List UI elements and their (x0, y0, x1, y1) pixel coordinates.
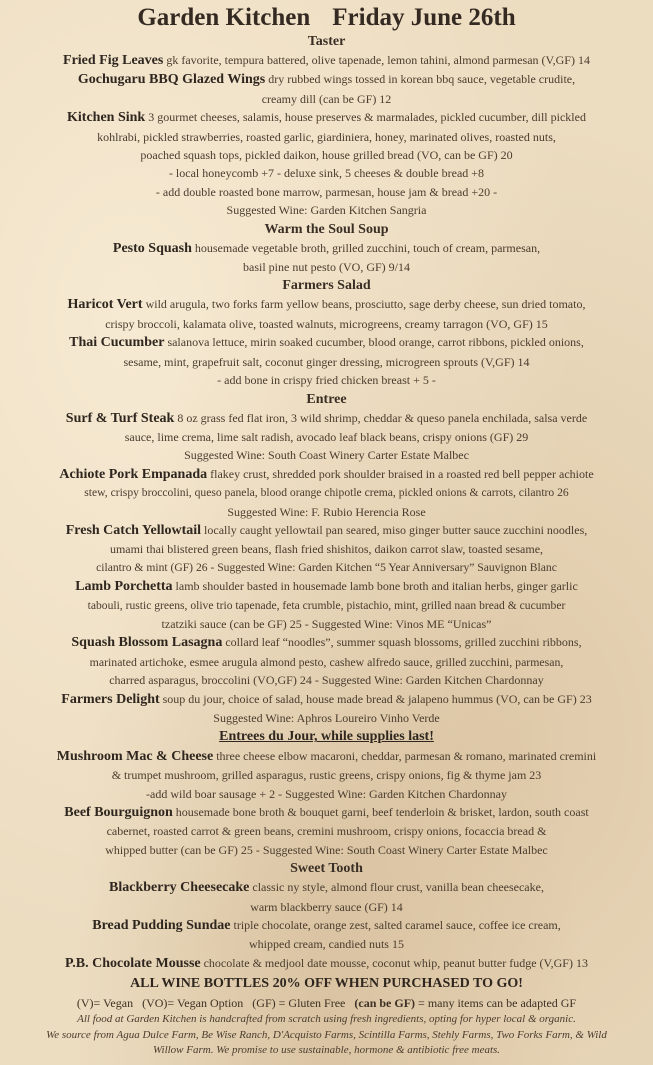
footer-line: Willow Farm. We promise to use sustainable, hormone & antibiotic free meats. (152, 1044, 501, 1057)
menu-item-thai-cucumber (4, 333, 649, 352)
item-desc: classic ny style, almond flour crust, vanilla bean cheesecake, (252, 880, 544, 895)
item-desc: flakey crust, shredded pork shoulder braised in a roasted red bell pepper achiote (210, 466, 594, 481)
item-name: Fresh Catch Yellowtail (65, 522, 202, 538)
item-desc: lamb shoulder basted in housemade lamb bone broth and italian herbs, ginger garlic (175, 579, 578, 594)
item-desc-line: whipped cream, candied nuts 15 (249, 937, 404, 952)
item-addon: - local honeycomb +7 - deluxe sink, 5 cheeses & double bread +8 (168, 166, 485, 181)
item-desc: locally caught yellowtail pan seared, miso ginger butter sauce zucchini noodles, (204, 522, 588, 537)
menu-item-kitchen-sink (4, 108, 649, 127)
menu-item-pesto-squash (4, 239, 649, 258)
item-desc-line: tabouli, rustic greens, olive trio tapenade, feta crumble, pistachio, mint, grilled naan bread & cucumber (87, 598, 566, 612)
section-heading-salad: Farmers Salad (282, 278, 371, 294)
menu-item-bread-pudding (4, 916, 649, 935)
item-desc-line: charred asparagus, broccolini (VO,GF) 24 - Suggested Wine: Garden Kitchen Chardonnay (109, 673, 544, 688)
legend-vegan-option: (VO)= Vegan Option (142, 996, 244, 1011)
menu-item-yellowtail (4, 521, 649, 540)
item-addon: - add bone in crispy fried chicken breast + 5 - (217, 373, 436, 388)
item-name: Lamb Porchetta (75, 579, 173, 595)
item-desc: wild arugula, two forks farm yellow beans, prosciutto, sage derby cheese, sun dried tomato, (145, 297, 586, 312)
item-desc-line: cabernet, roasted carrot & green beans, cremini mushroom, crispy onions, focaccia bread & (106, 824, 547, 839)
item-name: Kitchen Sink (67, 110, 146, 126)
item-addon: - add double roasted bone marrow, parmesan, house jam & bread +20 - (155, 184, 498, 199)
item-desc-line: marinated artichoke, esmee arugula almond pesto, cashew alfredo sauce, grilled zucchini, parmesan, (89, 654, 564, 669)
section-heading-entree: Entree (306, 391, 347, 407)
item-name: Achiote Pork Empanada (59, 466, 208, 482)
item-desc-line: creamy dill (can be GF) 12 (261, 91, 392, 106)
suggested-wine: Suggested Wine: Aphros Loureiro Vinho Verde (213, 711, 440, 725)
item-desc-line: sauce, lime crema, lime salt radish, avocado leaf black beans, crispy onions (GF) 29 (124, 429, 529, 444)
menu-title (4, 4, 649, 32)
item-desc-line: warm blackberry sauce (GF) 14 (250, 899, 403, 914)
item-desc: housemade vegetable broth, grilled zucchini, touch of cream, parmesan, (194, 240, 541, 255)
menu-item-cheesecake (4, 878, 649, 897)
item-desc: chocolate & medjool date mousse, coconut whip, peanut butter fudge (V,GF) 13 (203, 955, 588, 970)
item-desc-line: stew, crispy broccolini, queso panela, blood orange chipotle crema, pickled onions & carrots, cilantro 26 (84, 486, 569, 500)
suggested-wine: Suggested Wine: Garden Kitchen Sangria (226, 203, 427, 218)
menu-item-beef-bourguignon (4, 803, 649, 822)
legend-gluten-free: (GF) = Gluten Free (252, 996, 346, 1011)
item-desc-line: umami thai blistered green beans, flash fried shishitos, daikon carrot slaw, toasted sesame, (109, 542, 544, 557)
menu-item-chocolate-mousse (4, 954, 649, 973)
item-name: Gochugaru BBQ Glazed Wings (77, 72, 266, 88)
section-heading-taster: Taster (307, 34, 346, 49)
menu-item-pork-empanada (4, 465, 649, 484)
item-desc-line: kohlrabi, pickled strawberries, roasted garlic, giardiniera, honey, marinated olives, roasted nuts, (97, 129, 556, 144)
menu-item-surf-turf (4, 409, 649, 428)
item-desc-line: whipped butter (can be GF) 25 - Suggested Wine: South Coast Winery Carter Estate Malbec (105, 842, 548, 857)
item-desc: salanova lettuce, mirin soaked cucumber, blood orange, carrot ribbons, pickled onions, (167, 335, 584, 350)
wine-promo: ALL WINE BOTTLES 20% OFF WHEN PURCHASED TO GO! (130, 976, 523, 992)
section-heading-soup: Warm the Soul Soup (264, 221, 389, 237)
section-heading-du-jour: Entrees du Jour, while supplies last! (219, 729, 434, 745)
suggested-wine: Suggested Wine: F. Rubio Herencia Rose (227, 504, 426, 519)
item-name: Blackberry Cheesecake (109, 880, 250, 896)
dietary-legend (4, 994, 649, 1012)
item-name: Farmers Delight (61, 691, 160, 707)
item-desc-line: -add wild boar sausage + 2 - Suggested Wine: Garden Kitchen Chardonnay (146, 786, 507, 801)
item-desc: 3 gourmet cheeses, salamis, house preserves & marmalades, pickled cucumber, dill pickled (148, 110, 586, 125)
item-desc: three cheese elbow macaroni, cheddar, parmesan & romano, marinated cremini (216, 748, 597, 763)
item-name: Pesto Squash (112, 240, 192, 256)
item-desc-line: crispy broccoli, kalamata olive, toasted walnuts, microgreens, creamy tarragon (VO, GF) 15 (105, 316, 548, 331)
item-desc: 8 oz grass fed flat iron, 3 wild shrimp, cheddar & queso panela enchilada, salsa verde (177, 410, 588, 425)
menu-item-farmers-delight (4, 690, 649, 709)
item-name: Haricot Vert (67, 297, 143, 313)
menu-item-lamb-porchetta (4, 577, 649, 596)
legend-can-be-gf: (can be GF) (354, 996, 416, 1011)
item-name: Fried Fig Leaves (63, 53, 164, 68)
item-desc-line: sesame, mint, grapefruit salt, coconut ginger dressing, microgreen sprouts (V,GF) 14 (123, 354, 530, 369)
footer-line: All food at Garden Kitchen is handcrafted from scratch using fresh ingredients, opting for hyper local & organic. (77, 1013, 576, 1026)
menu-item-mac-cheese (4, 747, 649, 766)
item-name: Beef Bourguignon (64, 805, 173, 821)
section-heading-sweet: Sweet Tooth (290, 861, 363, 877)
item-name: Bread Pudding Sundae (92, 918, 231, 934)
menu-item-fried-fig-leaves (4, 51, 649, 70)
item-name: P.B. Chocolate Mousse (65, 955, 201, 971)
item-name: Squash Blossom Lasagna (71, 635, 223, 651)
item-name: Surf & Turf Steak (65, 410, 175, 426)
item-desc: collard leaf “noodles”, summer squash blossoms, grilled zucchini ribbons, (225, 635, 582, 650)
legend-vegan: (V)= Vegan (76, 996, 134, 1011)
item-desc: gk favorite, tempura battered, olive tapenade, lemon tahini, almond parmesan (V,GF) 14 (166, 53, 590, 67)
item-desc-line: & trumpet mushroom, grilled asparagus, rustic greens, crispy onions, fig & thyme jam 23 (111, 768, 542, 783)
item-desc-line: cilantro & mint (GF) 26 - Suggested Wine: Garden Kitchen “5 Year Anniversary” Sauvignon Blanc (96, 560, 557, 574)
legend-can-be-gf-text: = many items can be adapted GF (418, 996, 577, 1011)
footer-line: We source from Agua Dulce Farm, Be Wise Ranch, D'Acquisto Farms, Scintilla Farms, Stehly Farms, Two Forks Farm, & Wild (46, 1028, 607, 1041)
item-desc: soup du jour, choice of salad, house made bread & jalapeno hummus (VO, can be GF) 23 (162, 691, 592, 706)
suggested-wine: Suggested Wine: South Coast Winery Carter Estate Malbec (184, 448, 469, 463)
item-desc: dry rubbed wings tossed in korean bbq sauce, vegetable crudite, (268, 72, 576, 87)
menu-date: Friday June 26th (332, 4, 516, 31)
restaurant-name: Garden Kitchen (137, 4, 311, 31)
item-desc: housemade bone broth & bouquet garni, beef tenderloin & brisket, lardon, south coast (175, 805, 589, 820)
item-name: Thai Cucumber (69, 335, 165, 351)
item-desc-line: basil pine nut pesto (VO, GF) 9/14 (243, 260, 410, 275)
menu-item-wings (4, 70, 649, 89)
item-desc-line: tzatziki sauce (can be GF) 25 - Suggested Wine: Vinos ME “Unicas” (161, 616, 492, 631)
menu-item-haricot-vert (4, 295, 649, 314)
item-desc: triple chocolate, orange zest, salted caramel sauce, coffee ice cream, (233, 918, 561, 933)
item-name: Mushroom Mac & Cheese (56, 748, 214, 764)
menu-item-squash-lasagna (4, 633, 649, 652)
item-desc-line: poached squash tops, pickled daikon, house grilled bread (VO, can be GF) 20 (140, 148, 513, 163)
